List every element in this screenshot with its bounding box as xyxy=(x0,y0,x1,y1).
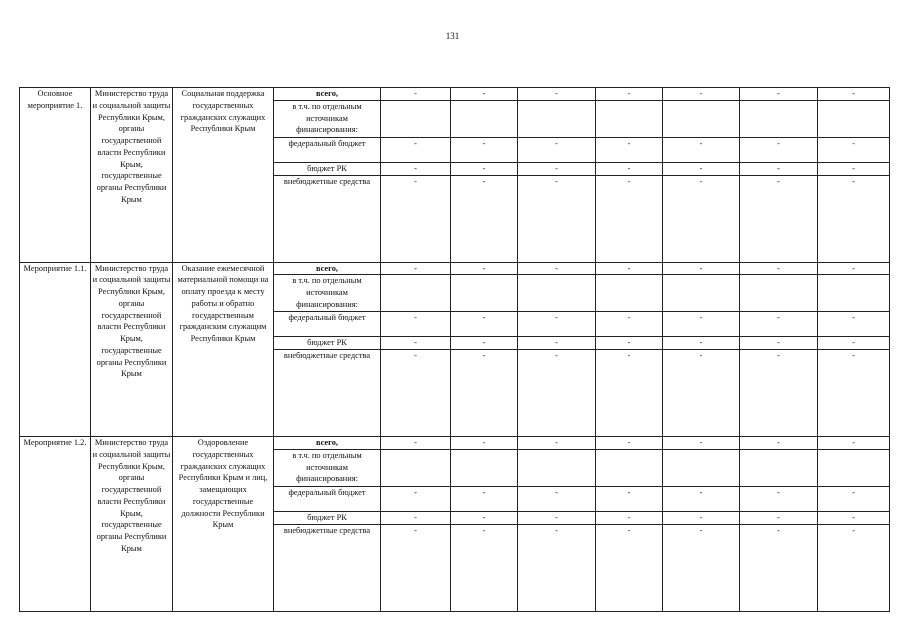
source-federal-label: федеральный бюджет xyxy=(274,486,381,511)
value-cell: - xyxy=(518,511,596,524)
value-cell: - xyxy=(818,437,890,450)
value-cell: - xyxy=(663,175,740,262)
measure-name: Основное мероприятие 1. xyxy=(20,88,91,263)
source-regional-label: бюджет РК xyxy=(274,337,381,350)
value-cell: - xyxy=(740,524,818,611)
value-cell: - xyxy=(596,175,663,262)
value-cell: - xyxy=(596,262,663,275)
value-cell: - xyxy=(451,486,518,511)
value-cell: - xyxy=(663,88,740,101)
measure-executor: Министерство труда и социальной защиты Республики Крым, органы государственной власти Республики Крым, государственные органы Республики Крым xyxy=(91,88,173,263)
value-cell: - xyxy=(818,511,890,524)
value-cell: - xyxy=(518,312,596,337)
value-cell: - xyxy=(451,437,518,450)
program-funding-table xyxy=(19,87,890,612)
measure-title: Оказание ежемесячной материальной помощи на оплату проезда к месту работы и обратно государственным гражданским служащим Республики Крым xyxy=(173,262,274,437)
value-cell: - xyxy=(451,162,518,175)
value-cell: - xyxy=(381,162,451,175)
value-cell: - xyxy=(818,524,890,611)
measure-name: Мероприятие 1.2. xyxy=(20,437,91,612)
value-cell: - xyxy=(740,88,818,101)
source-including-label: в т.ч. по отдельным источникам финансирования: xyxy=(274,100,381,137)
measure-executor: Министерство труда и социальной защиты Республики Крым, органы государственной власти Республики Крым, государственные органы Республики Крым xyxy=(91,437,173,612)
value-cell: - xyxy=(381,486,451,511)
value-cell: - xyxy=(818,262,890,275)
value-cell: - xyxy=(381,511,451,524)
value-cell: - xyxy=(663,137,740,162)
value-cell: - xyxy=(740,137,818,162)
value-cell: - xyxy=(740,337,818,350)
value-cell: - xyxy=(663,262,740,275)
source-including-label: в т.ч. по отдельным источникам финансирования: xyxy=(274,275,381,312)
value-cell: - xyxy=(740,437,818,450)
source-federal-label: федеральный бюджет xyxy=(274,312,381,337)
value-cell: - xyxy=(451,137,518,162)
value-cell: - xyxy=(518,137,596,162)
value-cell: - xyxy=(818,486,890,511)
value-cell: - xyxy=(596,88,663,101)
value-cell: - xyxy=(518,88,596,101)
value-cell: - xyxy=(818,162,890,175)
table-row xyxy=(20,88,890,101)
source-total-label: всего, xyxy=(274,88,381,101)
value-cell: - xyxy=(381,524,451,611)
value-cell: - xyxy=(740,312,818,337)
value-cell: - xyxy=(451,88,518,101)
value-cell: - xyxy=(663,162,740,175)
value-cell: - xyxy=(381,175,451,262)
value-cell: - xyxy=(663,486,740,511)
value-cell: - xyxy=(518,524,596,611)
value-cell: - xyxy=(596,162,663,175)
measure-name: Мероприятие 1.1. xyxy=(20,262,91,437)
value-cell: - xyxy=(518,162,596,175)
value-cell: - xyxy=(663,524,740,611)
source-total-label: всего, xyxy=(274,437,381,450)
value-cell: - xyxy=(451,511,518,524)
measure-title: Социальная поддержка государственных гражданских служащих Республики Крым xyxy=(173,88,274,263)
source-total-label: всего, xyxy=(274,262,381,275)
value-cell: - xyxy=(381,137,451,162)
value-cell: - xyxy=(818,175,890,262)
value-cell: - xyxy=(451,524,518,611)
value-cell: - xyxy=(381,337,451,350)
value-cell: - xyxy=(596,350,663,437)
value-cell: - xyxy=(596,137,663,162)
value-cell: - xyxy=(818,337,890,350)
value-cell: - xyxy=(740,262,818,275)
value-cell: - xyxy=(740,175,818,262)
source-extra-label: внебюджетные средства xyxy=(274,524,381,611)
measure-title: Оздоровление государственных гражданских служащих Республики Крым и лиц, замещающих государственные должности Республики Крым xyxy=(173,437,274,612)
value-cell: - xyxy=(381,437,451,450)
value-cell: - xyxy=(596,312,663,337)
table-row xyxy=(20,262,890,275)
value-cell: - xyxy=(740,486,818,511)
value-cell: - xyxy=(451,175,518,262)
source-including-label: в т.ч. по отдельным источникам финансирования: xyxy=(274,449,381,486)
page-number: 131 xyxy=(445,31,460,41)
table-row xyxy=(20,437,890,450)
value-cell: - xyxy=(596,337,663,350)
value-cell: - xyxy=(818,312,890,337)
source-regional-label: бюджет РК xyxy=(274,511,381,524)
value-cell: - xyxy=(818,137,890,162)
value-cell: - xyxy=(596,511,663,524)
value-cell: - xyxy=(663,511,740,524)
value-cell: - xyxy=(451,350,518,437)
value-cell: - xyxy=(596,486,663,511)
value-cell: - xyxy=(740,511,818,524)
value-cell: - xyxy=(518,437,596,450)
value-cell: - xyxy=(451,337,518,350)
value-cell: - xyxy=(818,350,890,437)
value-cell: - xyxy=(596,524,663,611)
value-cell: - xyxy=(518,337,596,350)
value-cell: - xyxy=(740,162,818,175)
value-cell: - xyxy=(740,350,818,437)
source-federal-label: федеральный бюджет xyxy=(274,137,381,162)
value-cell: - xyxy=(518,175,596,262)
source-extra-label: внебюджетные средства xyxy=(274,175,381,262)
value-cell: - xyxy=(381,262,451,275)
value-cell: - xyxy=(518,262,596,275)
value-cell: - xyxy=(818,88,890,101)
value-cell: - xyxy=(663,350,740,437)
value-cell: - xyxy=(381,88,451,101)
measure-executor: Министерство труда и социальной защиты Республики Крым, органы государственной власти Республики Крым, государственные органы Республики Крым xyxy=(91,262,173,437)
value-cell: - xyxy=(518,486,596,511)
value-cell: - xyxy=(381,312,451,337)
value-cell: - xyxy=(451,312,518,337)
value-cell: - xyxy=(518,350,596,437)
value-cell: - xyxy=(596,437,663,450)
value-cell: - xyxy=(663,337,740,350)
source-regional-label: бюджет РК xyxy=(274,162,381,175)
source-extra-label: внебюджетные средства xyxy=(274,350,381,437)
value-cell: - xyxy=(663,437,740,450)
value-cell: - xyxy=(663,312,740,337)
value-cell: - xyxy=(451,262,518,275)
value-cell: - xyxy=(381,350,451,437)
